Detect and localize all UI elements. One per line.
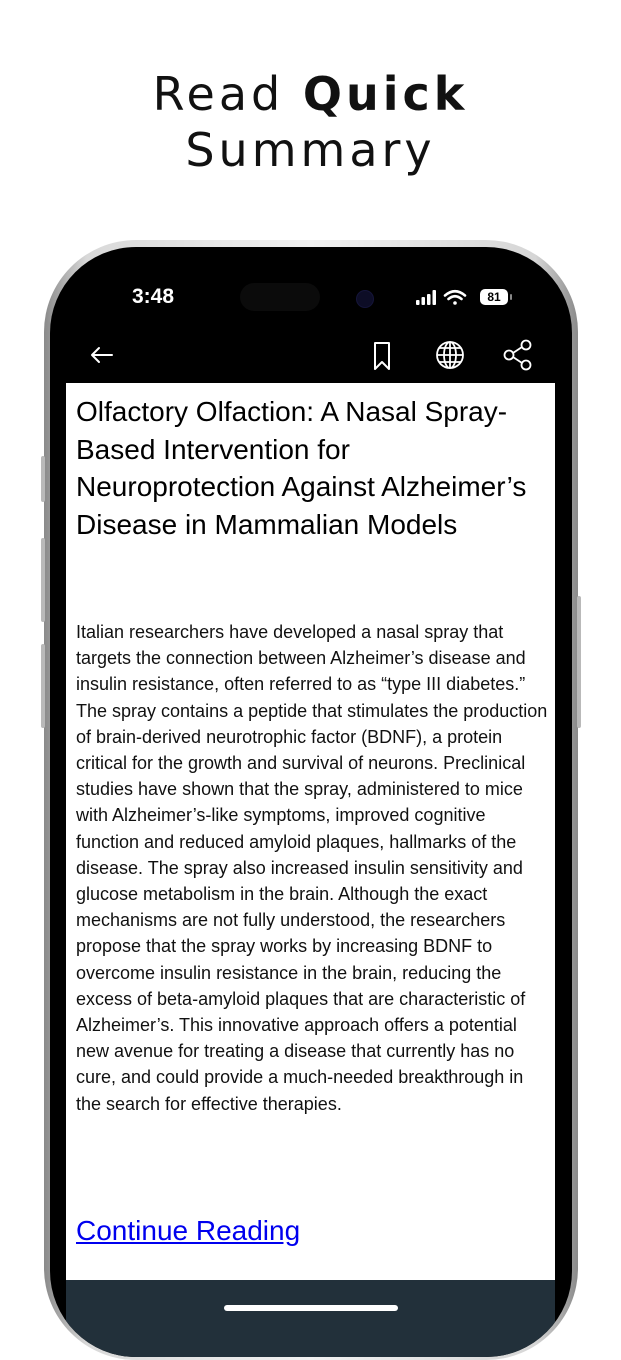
article-summary: Italian researchers have developed a nasal spray that targets the connection between Alzheimer’s disease and insulin resistance, often referred to as “type III diabetes.” The spray contains a peptide that stimulates the production of brain-derived neurotrophic factor (BDNF), a protein critical for the growth and survival of neurons. Preclinical studies have shown that the spray, administered to mice with Alzheimer’s-like symptoms, improved cognitive function and reduced amyloid plaques, hallmarks of the disease. The spray also increased insulin sensitivity and glucose metabolism in the brain. Although the exact mechanisms are not fully understood, the researchers propose that the spray works by increasing BDNF to overcome insulin resistance in the brain, reducing the excess of beta-amyloid plaques that are characteristic of Alzheimer’s. This innovative approach offers a potential new avenue for treating a disease that currently has no cure, and could provide a much-needed breakthrough in the search for effective therapies. — [76, 622, 548, 1114]
bookmark-button[interactable] — [364, 337, 400, 373]
headline-bold-text: Quick — [302, 67, 469, 121]
phone-screen — [50, 247, 572, 1357]
continue-reading-link[interactable]: Continue Reading — [76, 1215, 301, 1246]
bottom-bar — [66, 1280, 555, 1357]
cellular-signal-icon — [416, 290, 436, 305]
globe-icon — [432, 337, 468, 373]
volume-down-button — [41, 644, 45, 728]
battery-icon: 81 — [480, 289, 508, 305]
article-title: Olfactory Olfaction: A Nasal Spray-Based Intervention for Neuroprotection Against Alzheimer’s Disease in Mammalian Models — [76, 396, 527, 540]
share-button[interactable] — [500, 337, 536, 373]
reader-toolbar — [50, 327, 572, 383]
translate-button[interactable] — [432, 337, 468, 373]
promo-headline — [0, 66, 621, 178]
status-time: 3:48 — [132, 285, 175, 308]
headline-line-1 — [0, 66, 621, 122]
side-power-button — [577, 596, 581, 728]
wifi-icon — [445, 291, 465, 305]
back-button[interactable] — [84, 337, 120, 373]
share-icon — [500, 337, 536, 373]
action-button — [41, 456, 45, 502]
bookmark-icon — [364, 337, 400, 373]
status-icons — [416, 287, 478, 307]
battery-cap — [510, 294, 512, 300]
article-content — [66, 383, 555, 1280]
volume-up-button — [41, 538, 45, 622]
home-indicator[interactable] — [224, 1305, 398, 1311]
headline-regular-text: Read — [152, 67, 303, 121]
dynamic-island — [240, 283, 320, 311]
back-arrow-icon — [84, 337, 120, 373]
headline-line-2: Summary — [185, 123, 436, 177]
front-camera — [356, 290, 374, 308]
